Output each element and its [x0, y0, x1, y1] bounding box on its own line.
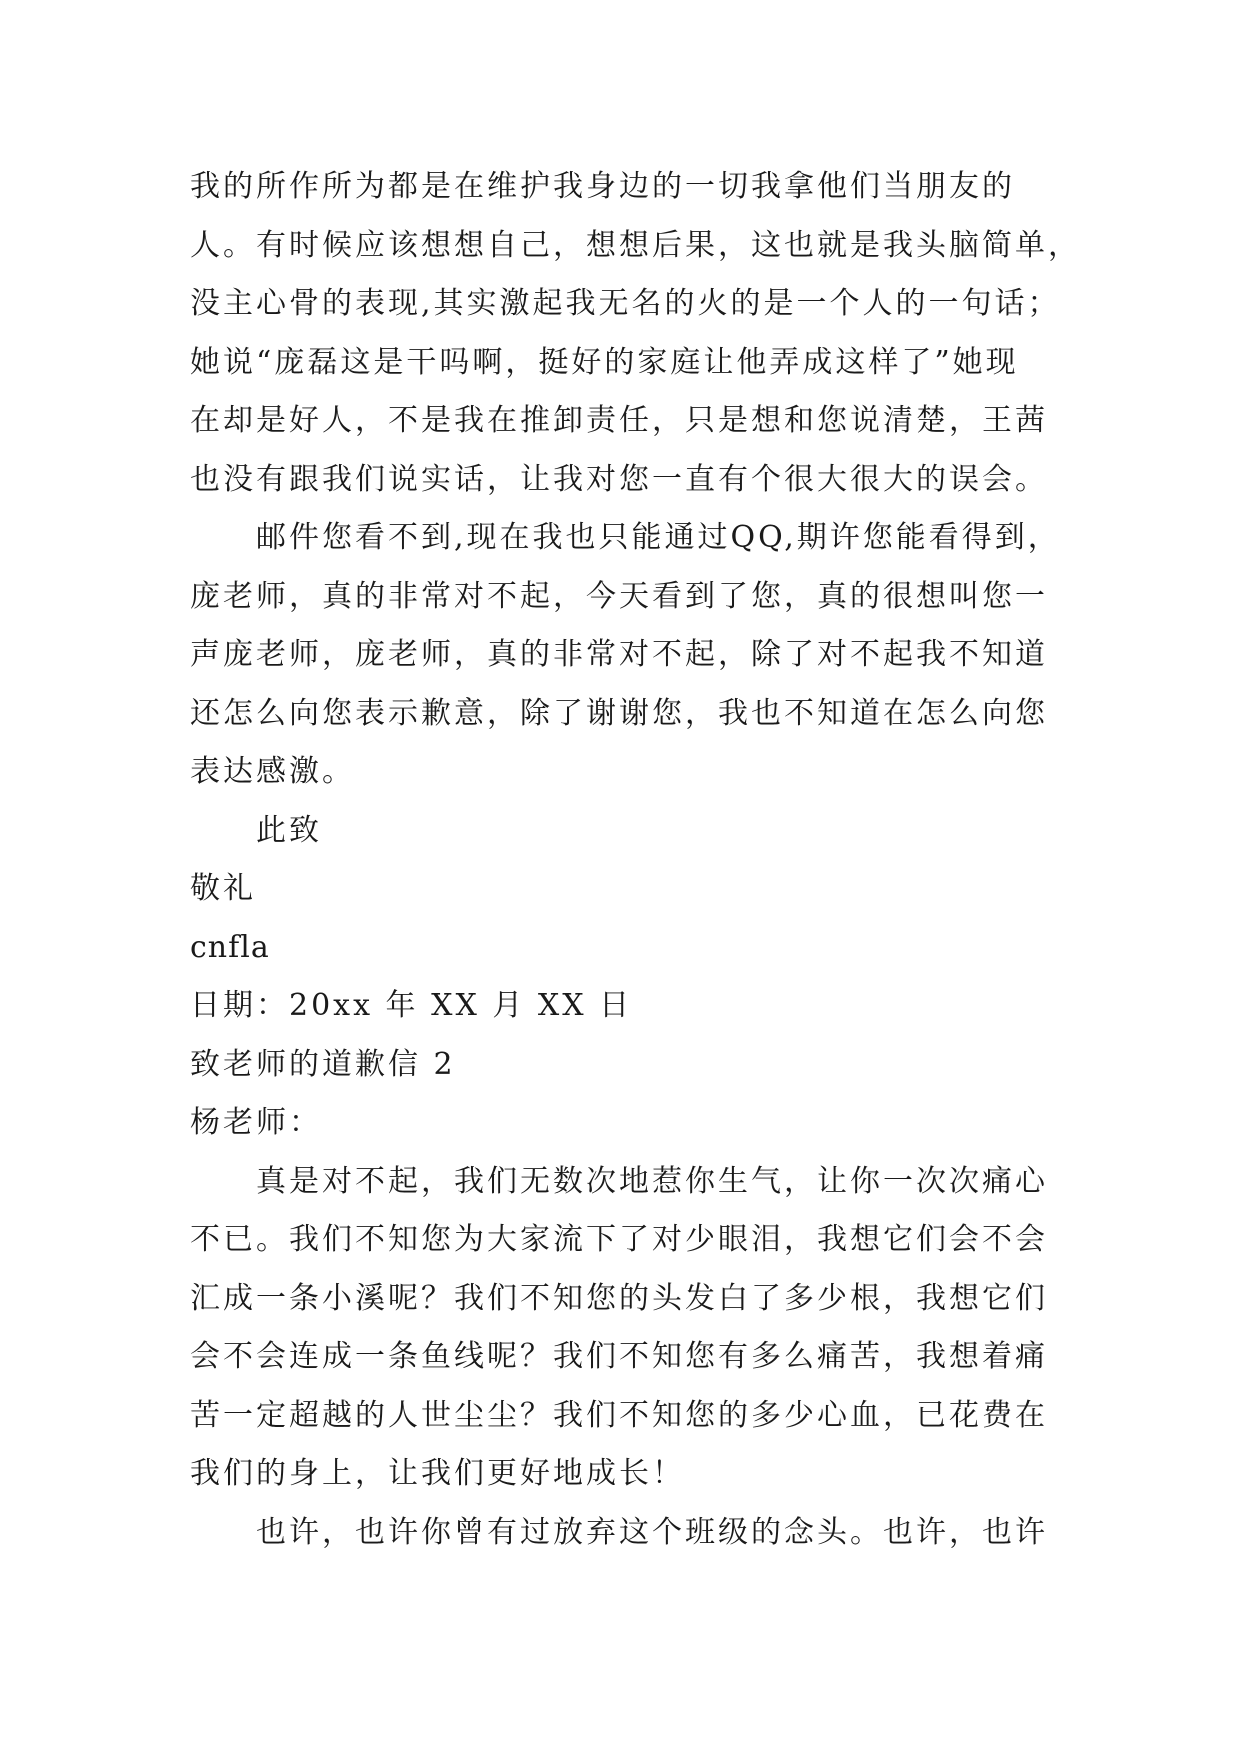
- text-line: 我的所作所为都是在维护我身边的一切我拿他们当朋友的: [190, 169, 1015, 204]
- section-title: 致老师的道歉信 2: [190, 1046, 456, 1082]
- date-line: 日期：20xx 年 XX 月 XX 日: [190, 988, 633, 1023]
- text-line: 汇成一条小溪呢？我们不知您的头发白了多少根，我想它们: [190, 1280, 1048, 1316]
- text-line: 庞老师，真的非常对不起，今天看到了您，真的很想叫您一: [190, 578, 1048, 614]
- closing-regards: 敬礼: [190, 871, 256, 906]
- text-line: 苦一定超越的人世尘尘？我们不知您的多少心血，已花费在: [190, 1397, 1048, 1433]
- letter-greeting: 杨老师：: [190, 1105, 322, 1140]
- text-line: 人。有时候应该想想自己，想想后果，这也就是我头脑简单，: [190, 227, 1081, 263]
- text-line: 在却是好人，不是我在推卸责任，只是想和您说清楚，王茜: [190, 403, 1048, 438]
- text-line: 她说“庞磊这是干吗啊，挺好的家庭让他弄成这样了”她现: [190, 344, 1019, 380]
- text-line: 不已。我们不知您为大家流下了对少眼泪，我想它们会不会: [190, 1222, 1048, 1257]
- signature: cnfla: [190, 929, 270, 965]
- text-line: 也没有跟我们说实话，让我对您一直有个很大很大的误会。: [190, 461, 1048, 497]
- closing-salutation: 此致: [256, 812, 322, 848]
- paragraph-start-line: 邮件您看不到,现在我也只能通过QQ,期许您能看得到，: [256, 520, 1061, 555]
- text-line: 声庞老师，庞老师，真的非常对不起，除了对不起我不知道: [190, 637, 1048, 672]
- text-line: 我们的身上，让我们更好地成长！: [190, 1456, 685, 1491]
- text-line: 表达感激。: [190, 754, 355, 789]
- paragraph-start-line: 也许，也许你曾有过放弃这个班级的念头。也许，也许: [256, 1514, 1048, 1550]
- letter-body: [190, 158, 1081, 1562]
- text-line: 还怎么向您表示歉意，除了谢谢您，我也不知道在怎么向您: [190, 695, 1048, 731]
- text-line: 会不会连成一条鱼线呢？我们不知您有多么痛苦，我想着痛: [190, 1339, 1048, 1374]
- paragraph-start-line: 真是对不起，我们无数次地惹你生气，让你一次次痛心: [256, 1163, 1048, 1199]
- text-line: 没主心骨的表现,其实激起我无名的火的是一个人的一句话；: [190, 286, 1061, 321]
